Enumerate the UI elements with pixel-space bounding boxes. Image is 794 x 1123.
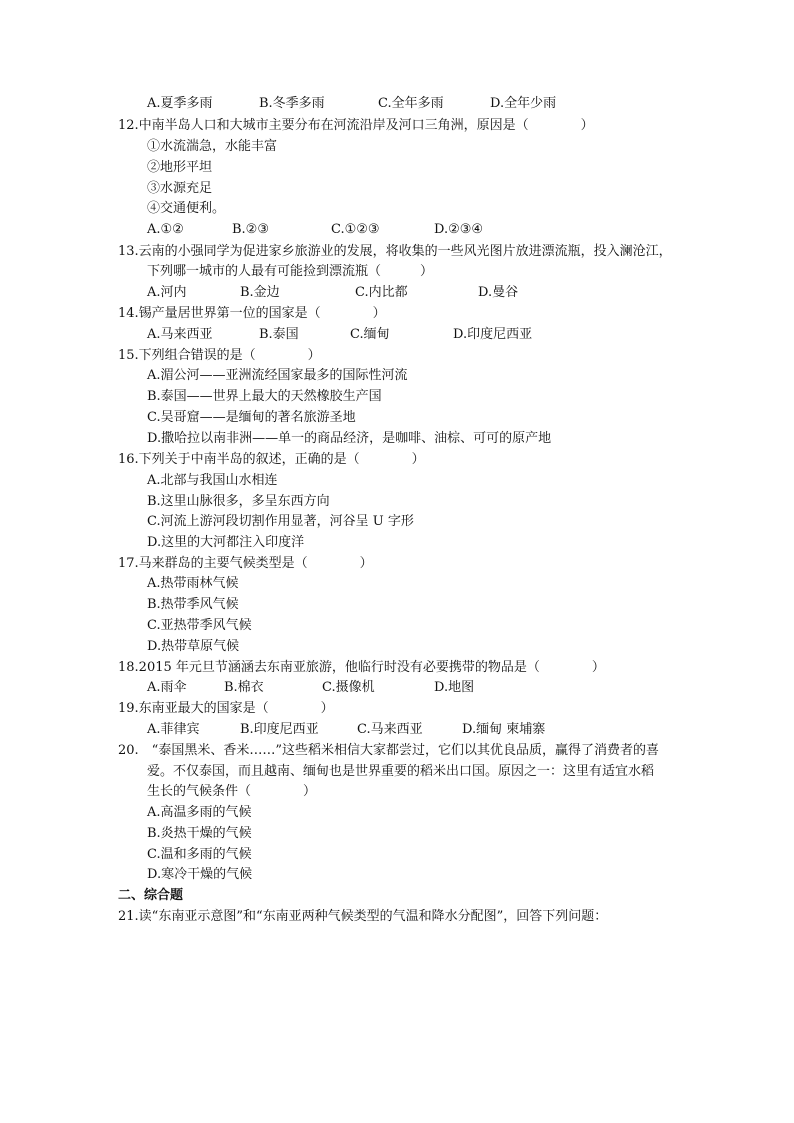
q11-option-c: C.全年多雨 bbox=[378, 96, 444, 111]
q19-option-c: C.马来西亚 bbox=[357, 722, 423, 737]
q14-option-a: A.马来西亚 bbox=[147, 327, 213, 342]
section-heading: 二、综合题 bbox=[118, 888, 184, 903]
q13-option-a: A.河内 bbox=[147, 285, 187, 300]
q18-option-a: A.雨伞 bbox=[147, 680, 187, 695]
q18-option-c: C.摄像机 bbox=[322, 680, 375, 695]
q19-option-d: D.缅甸 柬埔寨 bbox=[462, 722, 546, 737]
q16-stem: 16.下列关于中南半岛的叙述，正确的是（ ） bbox=[118, 452, 425, 467]
q19-option-b: B.印度尼西亚 bbox=[240, 722, 319, 737]
q12-item-2: ②地形平坦 bbox=[147, 160, 213, 175]
q17-stem: 17.马来群岛的主要气候类型是（ ） bbox=[118, 556, 373, 571]
q15-stem: 15.下列组合错误的是（ ） bbox=[118, 348, 321, 363]
q11-option-d: D.全年少雨 bbox=[490, 96, 557, 111]
q20-option-b: B.炎热干燥的气候 bbox=[147, 826, 252, 841]
q20-option-a: A.高温多雨的气候 bbox=[147, 805, 252, 820]
q14-option-b: B.泰国 bbox=[259, 327, 299, 342]
q15-option-b: B.泰国——世界上最大的天然橡胶生产国 bbox=[147, 389, 382, 404]
q12-item-4: ④交通便利。 bbox=[147, 201, 226, 216]
q15-option-c: C.吴哥窟——是缅甸的著名旅游圣地 bbox=[147, 410, 356, 425]
q16-option-d: D.这里的大河都注入印度洋 bbox=[147, 535, 305, 550]
q20-option-d: D.寒冷干燥的气候 bbox=[147, 867, 253, 882]
q12-option-d: D.②③④ bbox=[434, 222, 484, 237]
q16-option-b: B.这里山脉很多，多呈东西方向 bbox=[147, 494, 330, 509]
q13-option-d: D.曼谷 bbox=[478, 285, 519, 300]
q13-stem-line2: 下列哪一城市的人最有可能捡到漂流瓶（ ） bbox=[147, 264, 434, 279]
q12-item-3: ③水源充足 bbox=[147, 181, 213, 196]
q15-option-d: D.撒哈拉以南非洲——单一的商品经济，是咖啡、油棕、可可的原产地 bbox=[147, 431, 552, 446]
q20-stem-line3: 生长的气候条件（ ） bbox=[147, 784, 317, 799]
q20-stem-line2: 爱。不仅泰国，而且越南、缅甸也是世界重要的稻米出口国。原因之一：这里有适宜水稻 bbox=[147, 764, 655, 779]
q18-stem: 18.2015 年元旦节涵涵去东南亚旅游，他临行时没有必要携带的物品是（ ） bbox=[118, 660, 605, 675]
q12-stem: 12.中南半岛人口和大城市主要分布在河流沿岸及河口三角洲，原因是（ ） bbox=[118, 118, 594, 133]
q20-option-c: C.温和多雨的气候 bbox=[147, 847, 252, 862]
q12-option-a: A.①② bbox=[147, 222, 184, 237]
q17-option-c: C.亚热带季风气候 bbox=[147, 618, 252, 633]
q11-option-b: B.冬季多雨 bbox=[259, 96, 325, 111]
q12-option-b: B.②③ bbox=[232, 222, 269, 237]
q14-option-d: D.印度尼西亚 bbox=[453, 327, 533, 342]
q16-option-c: C.河流上游河段切割作用显著，河谷呈 U 字形 bbox=[147, 514, 414, 529]
q17-option-d: D.热带草原气候 bbox=[147, 639, 240, 654]
q12-item-1: ①水流湍急，水能丰富 bbox=[147, 139, 278, 154]
q15-option-a: A.湄公河——亚洲流经国家最多的国际性河流 bbox=[147, 368, 408, 383]
q11-option-a: A.夏季多雨 bbox=[147, 96, 213, 111]
q14-stem: 14.锡产量居世界第一位的国家是（ ） bbox=[118, 306, 386, 321]
q17-option-a: A.热带雨林气候 bbox=[147, 576, 239, 591]
q12-option-c: C.①②③ bbox=[331, 222, 380, 237]
q13-stem-line1: 13.云南的小强同学为促进家乡旅游业的发展，将收集的一些风光图片放进漂流瓶，投入澜沧江， bbox=[118, 244, 672, 259]
q20-stem-line1: 20. “泰国黑米、香米……”这些稻米相信大家都尝过，它们以其优良品质，赢得了消费者的喜 bbox=[118, 743, 659, 758]
q18-option-d: D.地图 bbox=[434, 680, 475, 695]
q21-stem: 21.读“东南亚示意图”和“东南亚两种气候类型的气温和降水分配图”，回答下列问题： bbox=[118, 909, 608, 924]
q14-option-c: C.缅甸 bbox=[350, 327, 390, 342]
q17-option-b: B.热带季风气候 bbox=[147, 597, 239, 612]
q13-option-c: C.内比都 bbox=[355, 285, 408, 300]
q18-option-b: B.棉衣 bbox=[224, 680, 264, 695]
q13-option-b: B.金边 bbox=[240, 285, 280, 300]
q19-option-a: A.菲律宾 bbox=[147, 722, 200, 737]
q16-option-a: A.北部与我国山水相连 bbox=[147, 473, 278, 488]
q19-stem: 19.东南亚最大的国家是（ ） bbox=[118, 701, 334, 716]
